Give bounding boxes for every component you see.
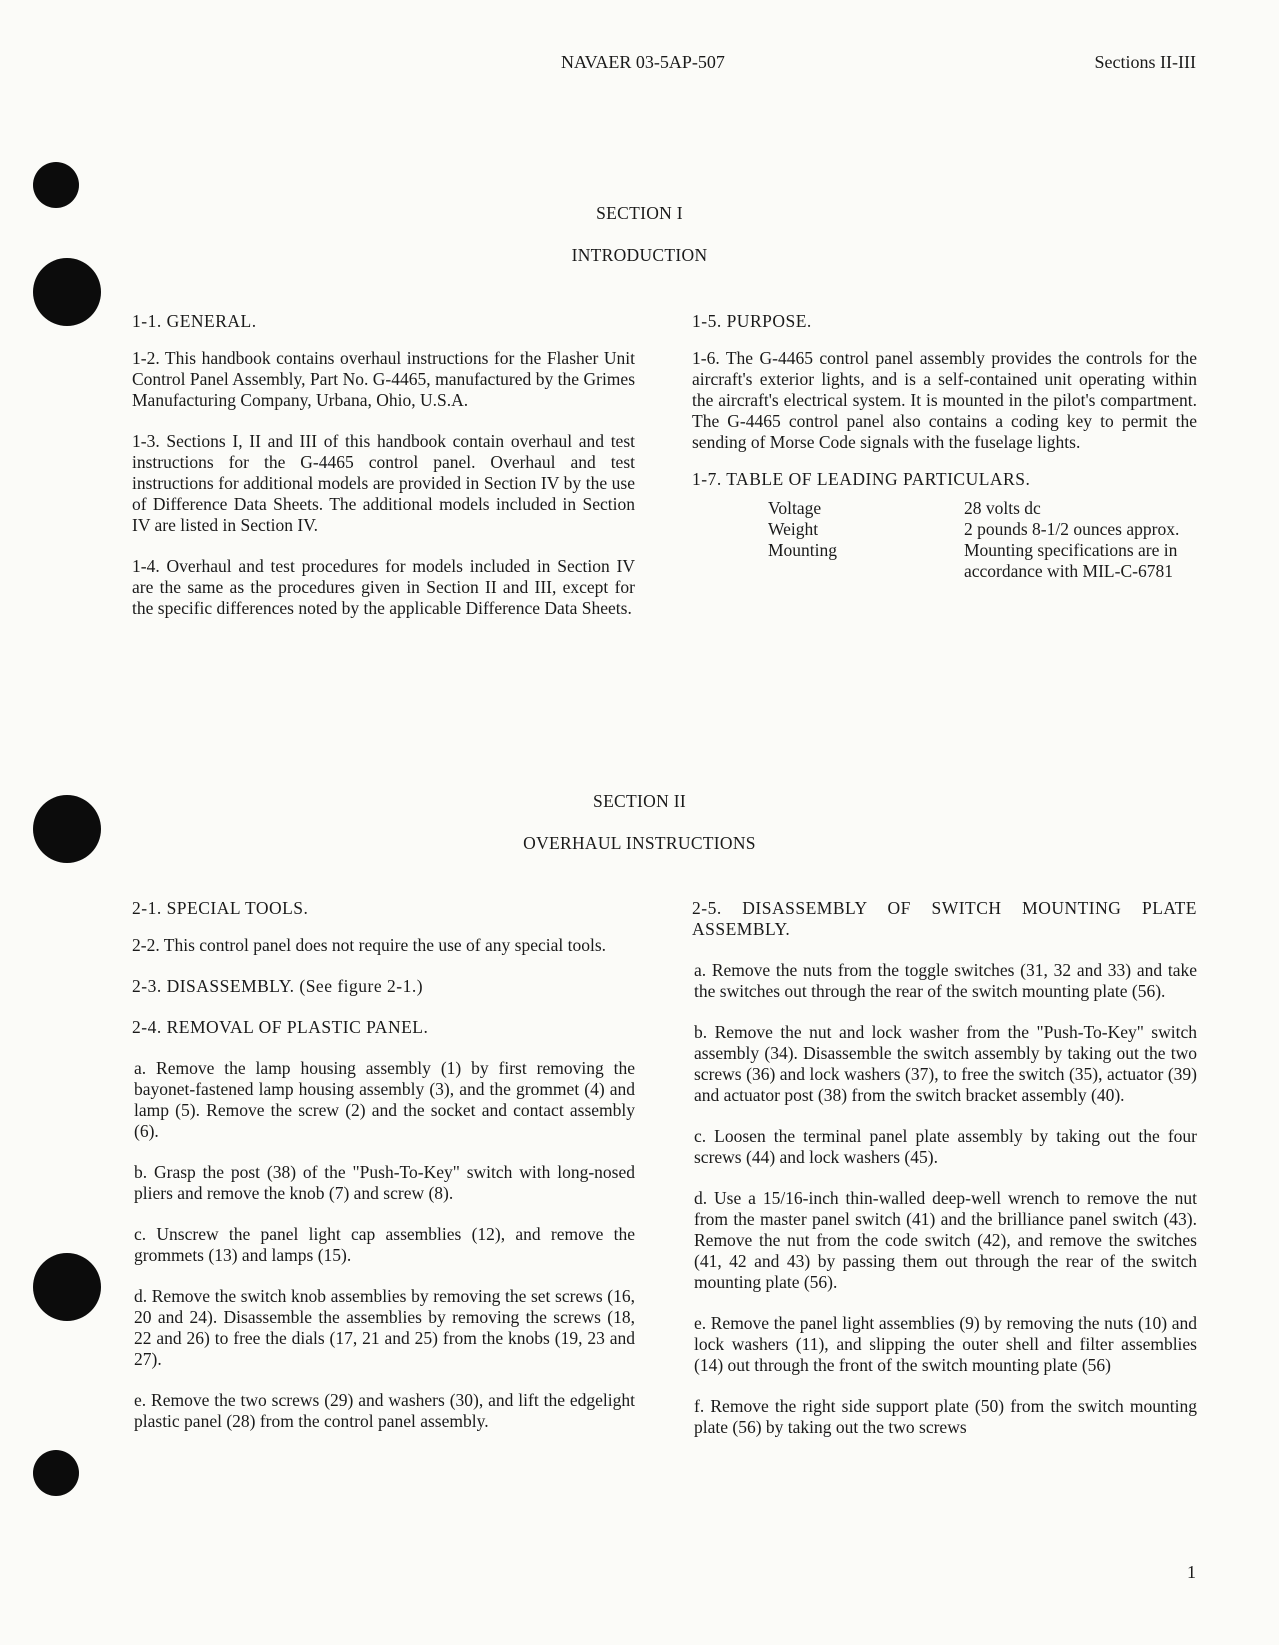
section-2-title: SECTION II [593,791,686,811]
section-1-left-column [132,311,635,619]
binder-hole-2 [33,258,101,326]
para-2-5: 2-5. DISASSEMBLY OF SWITCH MOUNTING PLATE ASSEMBLY. [692,898,1197,939]
step-2-5-c: c. Loosen the terminal panel plate assembly by taking out the four screws (44) and lock washers (45). [694,1126,1197,1167]
step-2-5-d: d. Use a 15/16-inch thin-walled deep-well wrench to remove the nut from the master panel switch (41) and the brilliance panel switch (43). Remove the nut from the code switch (42), and remove the switches (41, 42 and 43) by passing them out through the rear of the switch mounting plate (56). [694,1188,1197,1292]
para-1-2: 1-2. This handbook contains overhaul instructions for the Flasher Unit Control Panel Assembly, Part No. G-4465, manufactured by the Grimes Manufacturing Company, Urbana, Ohio, U.S.A. [132,348,635,410]
particular-value: Mounting specifications are in accordance with MIL-C-6781 [964,540,1178,581]
para-1-4: 1-4. Overhaul and test procedures for models included in Section IV are the same as the procedures given in Section II and III, except for the specific differences noted by the applicable Difference Data Sheets. [132,556,635,618]
para-1-7: 1-7. TABLE OF LEADING PARTICULARS. [692,469,1031,489]
binder-hole-4 [33,1253,101,1321]
particular-row [768,498,1188,519]
step-2-4-d: d. Remove the switch knob assemblies by removing the set screws (16, 20 and 24). Disassemble the assemblies by removing the screws (18, 22 and 26) to free the dials (17, 21 and 25) from the knobs (19, 23 and 27). [134,1286,635,1369]
section-1-subtitle: INTRODUCTION [571,245,708,265]
step-2-4-a: a. Remove the lamp housing assembly (1) by first removing the bayonet-fastened lamp housing assembly (3), and the grommet (4) and lamp (5). Remove the screw (2) and the socket and contact assembly (6). [134,1058,635,1141]
step-2-5-e: e. Remove the panel light assemblies (9) by removing the nuts (10) and lock washers (11), and slipping the outer shell and filter assemblies (14) out through the front of the switch mounting plate (56) [694,1313,1197,1375]
section-2-left-column [132,898,635,1432]
particular-value: 2 pounds 8-1/2 ounces approx. [964,519,1180,539]
particular-label: Voltage [768,498,822,518]
particular-value: 28 volts dc [964,498,1041,518]
para-2-1: 2-1. SPECIAL TOOLS. [132,898,309,918]
binder-hole-5 [33,1450,79,1496]
step-2-4-b: b. Grasp the post (38) of the "Push-To-Key" switch with long-nosed pliers and remove the knob (7) and screw (8). [134,1162,635,1203]
binder-hole-1 [33,162,79,208]
doc-number: NAVAER 03-5AP-507 [561,52,725,72]
para-2-3: 2-3. DISASSEMBLY. (See figure 2-1.) [132,976,424,996]
particular-row [768,540,1188,582]
particular-label: Weight [768,519,819,539]
particular-label: Mounting [768,540,838,560]
leading-particulars-table [768,498,1188,582]
step-2-4-c: c. Unscrew the panel light cap assemblies (12), and remove the grommets (13) and lamps (15). [134,1224,635,1265]
para-2-2: 2-2. This control panel does not require the use of any special tools. [132,935,607,955]
para-2-4: 2-4. REMOVAL OF PLASTIC PANEL. [132,1017,429,1037]
para-1-3: 1-3. Sections I, II and III of this handbook contain overhaul and test instructions for the G-4465 control panel. Overhaul and test instructions for additional models are provided in Section IV by the use of Difference Data Sheets. The additional models included in Section IV are listed in Section IV. [132,431,635,535]
section-2-right-column [692,898,1197,1438]
page-number: 1 [1187,1562,1196,1582]
para-1-6: 1-6. The G-4465 control panel assembly provides the controls for the aircraft's exterior lights, and is a self-contained unit operating within the aircraft's electrical system. It is mounted in the pilot's compartment. The G-4465 control panel also contains a coding key to permit the sending of Morse Code signals with the fuselage lights. [692,348,1197,452]
step-2-5-b: b. Remove the nut and lock washer from the "Push-To-Key" switch assembly (34). Disassemble the switch assembly by taking out the two screws (36) and lock washers (37), to free the switch (35), actuator (39) and actuator post (38) from the switch bracket assembly (40). [694,1022,1197,1105]
step-2-4-e: e. Remove the two screws (29) and washers (30), and lift the edgelight plastic panel (28) from the control panel assembly. [134,1390,635,1431]
step-2-5-f: f. Remove the right side support plate (50) from the switch mounting plate (56) by taking out the two screws [694,1396,1197,1437]
step-2-5-a: a. Remove the nuts from the toggle switches (31, 32 and 33) and take the switches out through the rear of the switch mounting plate (56). [694,960,1197,1001]
section-2-subtitle: OVERHAUL INSTRUCTIONS [523,833,756,853]
section-1-right-column [692,311,1197,582]
header-sections: Sections II-III [1094,52,1196,72]
para-1-1: 1-1. GENERAL. [132,311,257,331]
para-1-5: 1-5. PURPOSE. [692,311,812,331]
particular-row [768,519,1188,540]
section-1-title: SECTION I [596,203,683,223]
